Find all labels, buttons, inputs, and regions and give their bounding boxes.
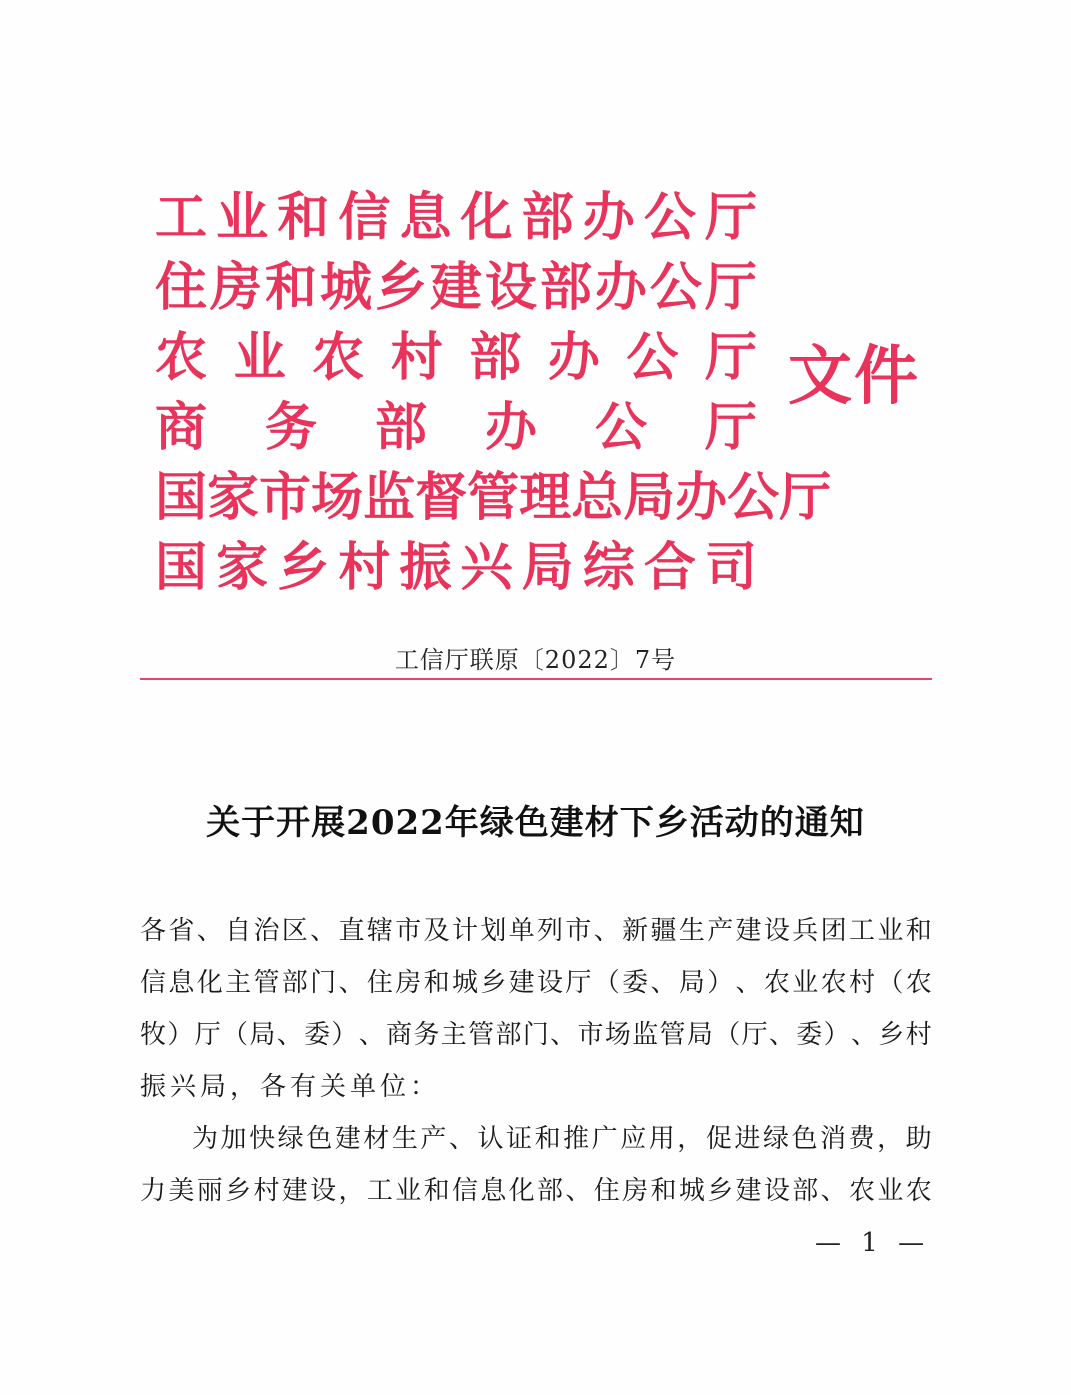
issuing-organizations bbox=[155, 183, 832, 603]
paragraph-line: 为 加 快 绿 色 建 材 生 产 、 认 证 和 推 广 应 用 ， 促 进 绿 色 消 费 ， 助 bbox=[192, 1123, 932, 1154]
org-line: 国 家 市 场 监 督 管 理 总 局 办 公 厅 bbox=[155, 467, 832, 528]
paragraph-line: 力 美 丽 乡 村 建 设 ， 工 业 和 信 息 化 部 、 住 房 和 城 乡 建 设 部 、 农 业 农 bbox=[140, 1175, 932, 1206]
org-line: 国 家 乡 村 振 兴 局 综 合 司 bbox=[155, 537, 757, 598]
addressee-line: 牧 ） 厅 （ 局 、 委 ） 、 商 务 主 管 部 门 、 市 场 监 管 局 （ 厅 、 委 ） 、 乡 村 bbox=[140, 1019, 932, 1050]
org-line: 住 房 和 城 乡 建 设 部 办 公 厅 bbox=[155, 257, 757, 318]
page-number: — 1 — bbox=[815, 1228, 931, 1258]
org-line: 工 业 和 信 息 化 部 办 公 厅 bbox=[155, 187, 757, 248]
addressee-line: 信 息 化 主 管 部 门 、 住 房 和 城 乡 建 设 厅 （ 委 、 局 ） 、 农 业 农 村 （ 农 bbox=[140, 967, 932, 998]
body-text bbox=[140, 902, 932, 1214]
org-line: 商 务 部 办 公 厅 bbox=[155, 397, 757, 458]
red-divider-line bbox=[140, 678, 932, 680]
document-number: 工信厅联原〔2022〕7号 bbox=[394, 646, 677, 674]
document-suffix: 文件 bbox=[788, 339, 920, 414]
addressee-line: 振兴局，各有关单位： bbox=[140, 1071, 441, 1102]
addressee-line: 各 省 、 自 治 区 、 直 辖 市 及 计 划 单 列 市 、 新 疆 生 产 建 设 兵 团 工 业 和 bbox=[140, 915, 932, 946]
document-title: 关于开展2022年绿色建材下乡活动的通知 bbox=[206, 803, 865, 843]
org-line: 农 业 农 村 部 办 公 厅 bbox=[155, 327, 757, 388]
